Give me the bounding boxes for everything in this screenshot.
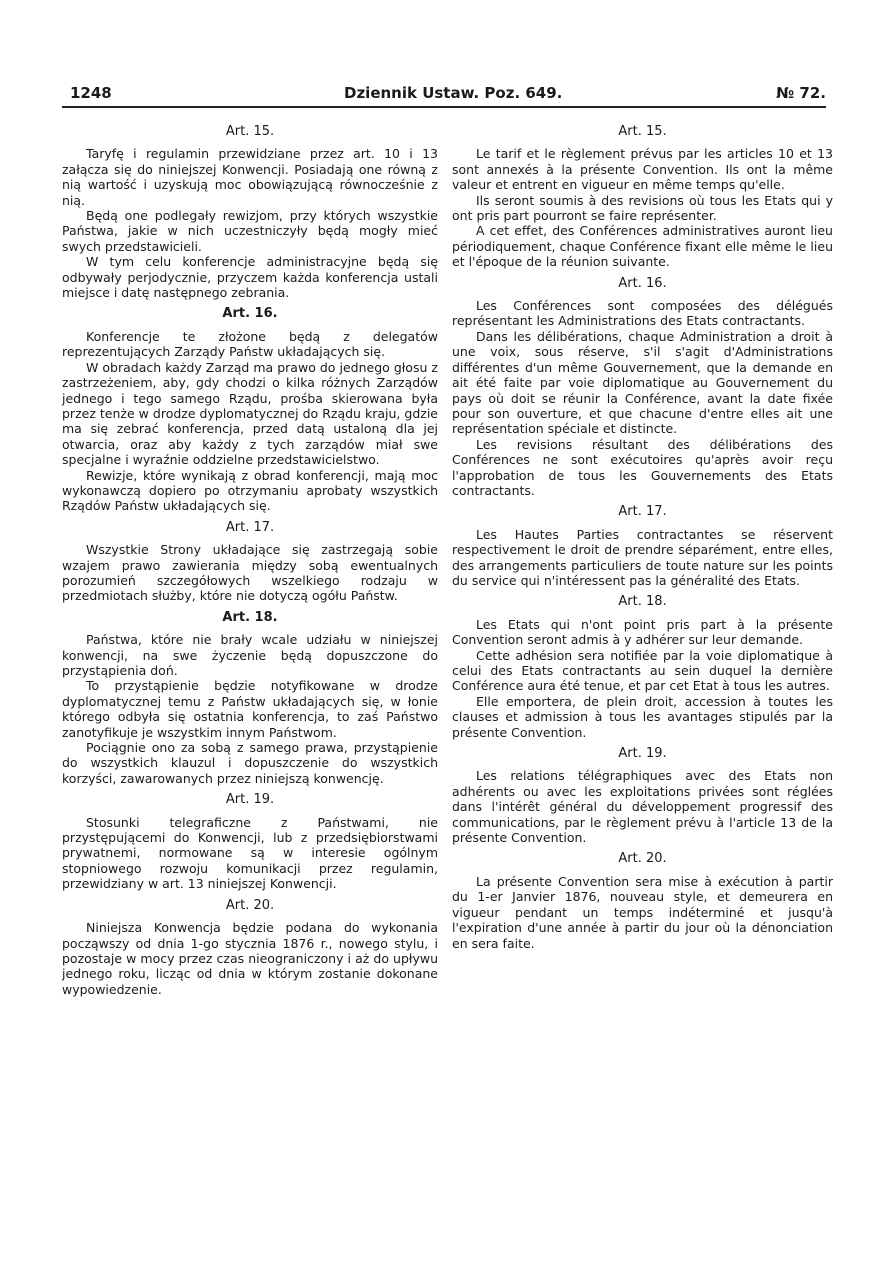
paragraph: W tym celu konferencje administracyjne będą się odbywały perjodycznie, przyczem każda konferencja ustali miejsce i datę następnego zebrania. [62, 254, 438, 301]
article-heading: Art. 17. [618, 504, 667, 520]
art-15-pl [62, 124, 438, 300]
paragraph: La présente Convention sera mise à exécution à partir du 1-er Janvier 1876, nouveau style, et demeurera en vigueur pendant un temps indéterminé et jusqu'à l'expiration d'une année à partir du jour où la dénonciation en sera faite. [452, 873, 833, 951]
paragraph: Cette adhésion sera notifiée par la voie diplomatique à celui des Etats contractants au sein duquel la dernière Conférence aura été tenue, et par cet Etat à tous les autres. [452, 647, 833, 694]
article-heading: Art. 16. [222, 306, 278, 322]
art-19-fr [452, 746, 833, 845]
paragraph: Les revisions résultant des délibérations des Conférences ne sont exécutoires qu'après avoir reçu l'approbation de tous les Gouvernements des Etats contractants. [452, 436, 833, 498]
paragraph: Taryfę i regulamin przewidziane przez art. 10 i 13 załącza się do niniejszej Konwencji. Posiadają one równą z nią wartość i uzyskują moc obowiązującą równocześnie z nią. [62, 146, 438, 208]
art-16-pl [62, 306, 438, 513]
article-heading: Art. 19. [225, 792, 275, 808]
article-heading: Art. 20. [618, 851, 667, 867]
art-20-pl [62, 898, 438, 997]
article-heading: Art. 15. [618, 124, 667, 139]
paragraph: Dans les délibérations, chaque Administration a droit à une voix, sous réserve, s'il s'agit d'Administrations différentes d'un même Gouvernement, que la demande en ait été faite par voie diplomatique au Gouvernement du pays où doit se réunir la Conférence, avant la date fixée pour son ouverture, et que chacune d'entre elles ait une représentation spéciale et distincte. [452, 328, 833, 437]
polish-column [62, 118, 438, 997]
article-heading: Art. 20. [225, 897, 275, 913]
header-rule [62, 106, 826, 108]
art-20-fr [452, 851, 833, 950]
paragraph: Le tarif et le règlement prévus par les articles 10 et 13 sont annexés à la présente Convention. Ils ont la même valeur et entrent en vigueur en même temps qu'elle. [452, 146, 833, 193]
paragraph: Państwa, które nie brały wcale udziału w niniejszej konwencji, na swe życzenie będą dopuszczone do przystąpienia doń. [62, 632, 438, 678]
paragraph: Les relations télégraphiques avec des Etats non adhérents ou avec les exploitations privées sont réglées dans l'intérêt général du développement progressif des communications, par le règlement prévu à l'article 13 de la présente Convention. [452, 768, 833, 846]
paragraph: W obradach każdy Zarząd ma prawo do jednego głosu z zastrzeżeniem, aby, gdy chodzi o kilka różnych Zarządów jednego i tego samego Rządu, prośba skierowana była przez tenże w drodze dyplomatycznej do Rządu kraju, gdzie ma się zebrać konferencja, przed datą ustaloną dla jej otwarcia, oraz aby każdy z tych zarządów miał swe specjalne i wyraźnie oddzielne przedstawicielstwo. [62, 359, 438, 468]
issue-number: № 72. [776, 84, 826, 102]
journal-title: Dziennik Ustaw. Poz. 649. [344, 84, 563, 102]
paragraph: Ils seront soumis à des revisions où tous les Etats qui y ont pris part pourront se faire représenter. [452, 192, 833, 224]
paragraph: Rewizje, które wynikają z obrad konferencji, mają moc wykonawczą dopiero po otrzymaniu aprobaty wszystkich Rządów Państw układających się. [62, 467, 438, 514]
article-heading: Art. 16. [618, 275, 667, 291]
paragraph: Les Hautes Parties contractantes se réservent respectivement le droit de prendre séparément, entre elles, des arrangements particuliers de toute nature sur les points du service qui n'intéressent pas la généralité des Etats. [452, 526, 833, 588]
art-17-fr [452, 504, 833, 588]
paragraph: Wszystkie Strony układające się zastrzegają sobie wzajem prawo zawierania między sobą ewentualnych porozumień szczegółowych wszelkiego rodzaju w przedmiotach służby, które nie dotyczą ogółu Państw. [62, 542, 438, 604]
paragraph: Elle emportera, de plein droit, accession à toutes les clauses et admission à tous les avantages stipulés par la présente Convention. [452, 693, 833, 740]
paragraph: Pociągnie ono za sobą z samego prawa, przystąpienie do wszystkich klauzul i dopuszczenie do wszystkich korzyści, zawarowanych przez niniejszą konwencję. [62, 740, 438, 786]
art-18-fr [452, 594, 833, 740]
art-18-pl [62, 610, 438, 786]
paragraph: A cet effet, des Conférences administratives auront lieu périodiquement, chaque Conférence fixant elle même le lieu et l'époque de la réunion suivante. [452, 223, 833, 270]
article-heading: Art. 18. [222, 609, 278, 625]
paragraph: Niniejsza Konwencja będzie podana do wykonania począwszy od dnia 1-go stycznia 1876 r., nowego stylu, i pozostaje w mocy przez czas nieograniczony i aż do upływu jednego roku, licząc od dnia w którym zostanie dokonane wypowiedzenie. [62, 920, 438, 997]
article-heading: Art. 19. [618, 746, 667, 762]
art-17-pl [62, 520, 438, 604]
paragraph: Les Etats qui n'ont point pris part à la présente Convention seront admis à y adhérer sur leur demande. [452, 616, 833, 648]
page-number: 1248 [70, 84, 112, 102]
paragraph: Konferencje te złożone będą z delegatów reprezentujących Zarządy Państw układających się. [62, 328, 438, 360]
paragraph: Stosunki telegraficzne z Państwami, nie przystępującemi do Konwencji, lub z przedsiębiorstwami prywatnemi, normowane są w interesie ogólnym stopniowego rozwoju komunikacji przez regulamin, przewidziany w art. 13 niniejszej Konwencji. [62, 814, 438, 892]
art-16-fr [452, 276, 833, 499]
article-heading: Art. 17. [225, 519, 275, 535]
paragraph: Będą one podlegały rewizjom, przy których wszystkie Państwa, jakie w nich uczestniczyły będą mogły mieć swych przedstawicieli. [62, 208, 438, 254]
art-15-fr [452, 124, 833, 270]
page-header [62, 84, 826, 108]
article-heading: Art. 15. [225, 124, 275, 139]
art-19-pl [62, 792, 438, 891]
french-column [452, 118, 833, 951]
article-heading: Art. 18. [618, 594, 667, 610]
paragraph: Les Conférences sont composées des délégués représentant les Administrations des Etats contractants. [452, 298, 833, 329]
paragraph: To przystąpienie będzie notyfikowane w drodze dyplomatycznej temu z Państw układających się, w łonie którego odbyła się ostatnia konferencja, to zaś Państwo zanotyfikuje je wszystkim innym Państwom. [62, 678, 438, 740]
